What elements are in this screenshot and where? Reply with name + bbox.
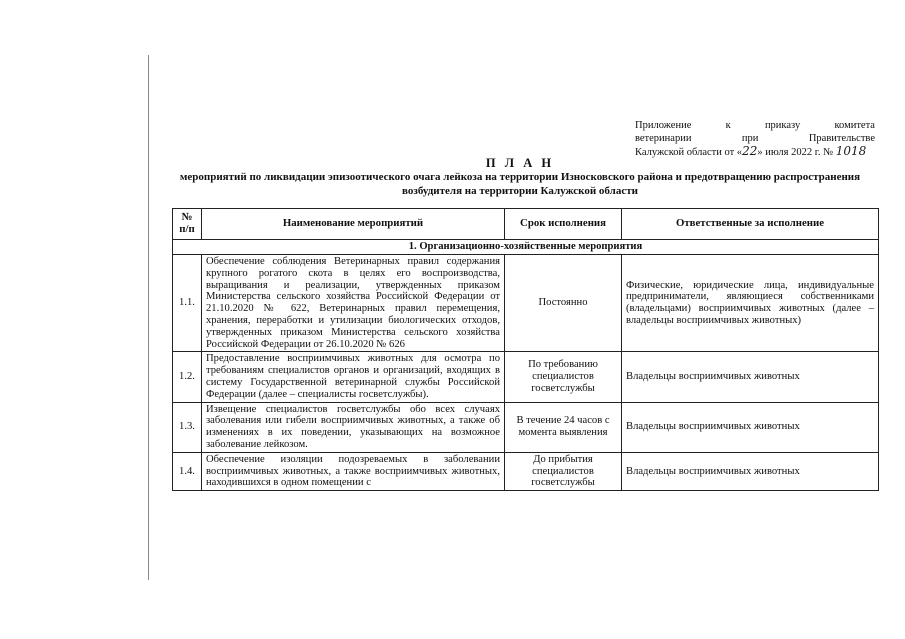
appendix-note — [635, 120, 875, 160]
header-name: Наименование мероприятий — [202, 209, 505, 240]
appendix-word: Правительстве — [808, 132, 875, 144]
row-number: 1.4. — [173, 452, 202, 490]
table-row — [173, 402, 879, 452]
page-margin-line — [148, 55, 149, 580]
appendix-word: ветеринарии — [635, 132, 692, 144]
row-activity: Извещение специалистов госветслужбы обо всех случаях заболевания или гибели восприимчивых животных, а также об изменениях в их поведении, указывающих на возможное заболевание лейкозом. — [202, 402, 505, 452]
row-number: 1.2. — [173, 352, 202, 402]
appendix-word: Приложение — [635, 120, 692, 131]
handwritten-day: 22 — [742, 144, 758, 158]
appendix-date-prefix: Калужской области от « — [635, 147, 743, 158]
appendix-word: приказу — [764, 120, 801, 131]
row-responsible: Физические, юридические лица, индивидуальные предприниматели, являющиеся собственниками (владельцами) восприимчивых животных (далее – владельцы восприимчивых животных) — [622, 255, 879, 352]
document-subtitle: мероприятий по ликвидации эпизоотического очага лейкоза на территории Износковского района и предотвращению распространения возбудителя на территории Калужской области — [179, 171, 861, 197]
row-number: 1.1. — [173, 255, 202, 352]
appendix-date-suffix: » июля 2022 г. № — [757, 147, 834, 158]
row-responsible: Владельцы восприимчивых животных — [622, 452, 879, 490]
handwritten-order-number: 1018 — [835, 144, 867, 158]
section-title: 1. Организационно-хозяйственные мероприятия — [173, 240, 879, 255]
row-number: 1.3. — [173, 402, 202, 452]
document-title: П Л А Н — [485, 156, 555, 170]
table-row — [173, 352, 879, 402]
appendix-word: к — [725, 120, 731, 131]
section-row — [173, 240, 879, 255]
row-term: По требованию специалистов госветслужбы — [505, 352, 622, 402]
header-num: № п/п — [173, 209, 202, 240]
row-activity: Предоставление восприимчивых животных для осмотра по требованиям специалистов органов и организаций, входящих в систему Государственной ветеринарной службы Российской Федерации (далее – специалисты госветслужбы). — [202, 352, 505, 402]
row-responsible: Владельцы восприимчивых животных — [622, 402, 879, 452]
plan-table — [172, 208, 879, 491]
row-term: Постоянно — [505, 255, 622, 352]
table-row — [173, 452, 879, 490]
table-header-row — [173, 209, 879, 240]
appendix-word: при — [741, 132, 759, 144]
row-activity: Обеспечение соблюдения Ветеринарных правил содержания крупного рогатого скота в целях его воспроизводства, выращивания и реализации, утвержденных приказом Министерства сельского хозяйства Российской Федерации от 21.10.2020 № 622, Ветеринарных правил перемещения, хранения, переработки и утилизации биологических отходов, утвержденных приказом Министерства сельского хозяйства Российской Федерации от 26.10.2020 № 626 — [202, 255, 505, 352]
row-term: В течение 24 часов с момента выявления — [505, 402, 622, 452]
table-row — [173, 255, 879, 352]
header-term: Срок исполнения — [505, 209, 622, 240]
appendix-line-1 — [635, 120, 875, 133]
row-activity: Обеспечение изоляции подозреваемых в заболевании восприимчивых животных, а также восприимчивых животных, находившихся в одном помещении с — [202, 452, 505, 490]
row-responsible: Владельцы восприимчивых животных — [622, 352, 879, 402]
row-term: До прибытия специалистов госветслужбы — [505, 452, 622, 490]
header-responsible: Ответственные за исполнение — [622, 209, 879, 240]
appendix-word: комитета — [834, 120, 875, 131]
